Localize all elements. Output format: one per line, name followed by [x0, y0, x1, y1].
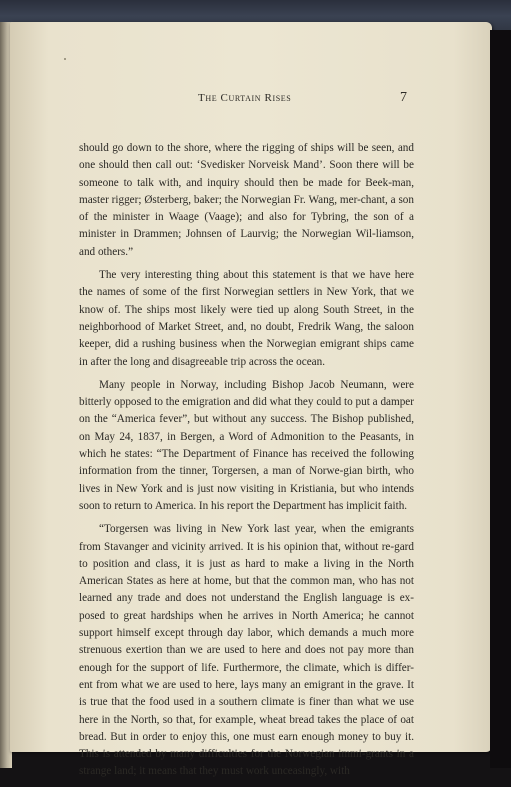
book-shadow	[490, 30, 511, 768]
body-text	[79, 140, 414, 787]
page-number: 7	[400, 90, 407, 105]
running-head: The Curtain Rises	[198, 92, 292, 104]
paragraph: Many people in Norway, including Bishop Jacob Neumann, were bitterly opposed to the emigration and did what they could to put a damper on the “America fever”, but without any success. The Bishop published, on May 24, 1837, in Bergen, a Word of Admonition to the Peasants, in which he states: “The Department of Finance has received the following information from the tinner, Torgersen, a man of Norwe-gian birth, who lives in New York and is just now visiting in Kristiania, but who intends soon to return to America. In his report the Department has implicit faith.	[79, 378, 414, 512]
paragraph: The very interesting thing about this statement is that we have here the names of some of the first Norwegian settlers in New York, that we know of. The ships most likely were tied up along South Street, in the neighborhood of Market Street, and, no doubt, Fredrik Wang, the saloon keeper, did a rushing business when the Norwegian emigrant ships came in after the long and disagreeable trip across the ocean.	[79, 269, 414, 368]
paper-speck	[64, 58, 66, 60]
paragraph: “Torgersen was living in New York last year, when the emigrants from Stavanger and vicinity arrived. It is his opinion that, without re-gard to position and class, it is just as hard to make a living in the North American States as here at home, but that the common man, who has not learned any trade and does not understand the English language is ex-posed to great hardships when he arrives in North America; he cannot support himself except through day labor, which demands a much more strenuous exertion than we are used to here and does not pay more than enough for the support of life. Furthermore, the climate, which is differ-ent from what we are used to here, lays many an emigrant in the grave. It is true that the food used in a southern climate is finer than what we use here in the North, so that, for example, wheat bread takes the place of oat bread. But in order to enjoy this, one must earn enough money to buy it. This is attended by many difficulties for the Norwegian immi-grants in a strange land; it means that they must work unceasingly, with	[79, 523, 414, 778]
paragraph: should go down to the shore, where the rigging of ships will be seen, and one should then call out: ‘Svedisker Norveisk Mand’. Soon there will be someone to talk with, and inquiry should then be made for Beek-man, master rigger; Østerberg, baker; the Norwegian Fr. Wang, mer-chant, a son of the minister in Waage (Vaage); and also for Tybring, the son of a minister in Drammen; Johnsen of Laurvig; the Norwegian Wil-liamson, and others.”	[79, 142, 414, 258]
page-header	[0, 92, 511, 112]
